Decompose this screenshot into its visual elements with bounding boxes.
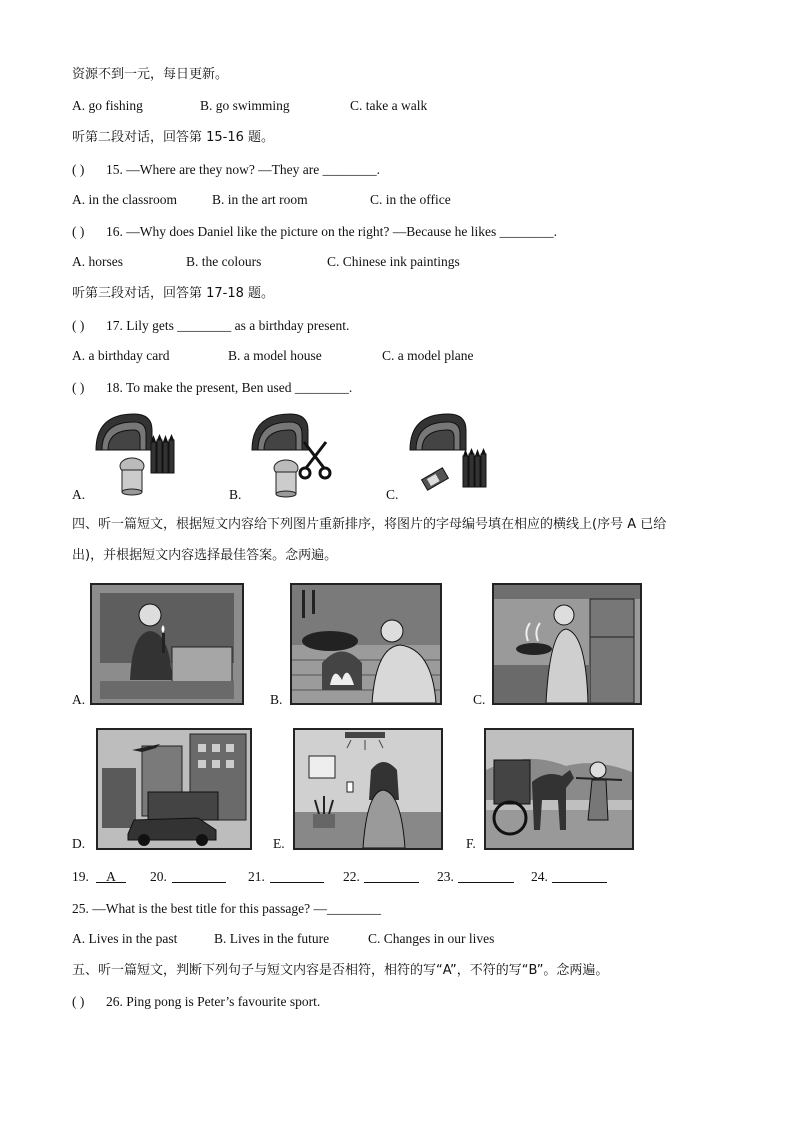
part4-heading-line2: 出)，并根据短文内容选择最佳答案。念两遍。 bbox=[72, 548, 338, 563]
q14-option-c: C. take a walk bbox=[350, 98, 428, 113]
part4-heading-line1: 四、听一篇短文，根据短文内容给下列图片重新排序，将图片的字母编号填在相应的横线上(序号 A 已给 bbox=[72, 517, 667, 532]
picture-label-d: D. bbox=[72, 836, 86, 851]
q25-option-b: B. Lives in the future bbox=[214, 931, 330, 946]
paper-rolls-image bbox=[408, 410, 468, 458]
answer-19-num: 19. bbox=[72, 869, 89, 884]
q14-option-b: B. go swimming bbox=[200, 98, 290, 113]
q17-stem bbox=[72, 317, 349, 335]
answer-22-num: 22. bbox=[343, 869, 360, 884]
q26-text: 26. Ping pong is Peter’s favourite sport. bbox=[106, 994, 321, 1009]
q18-text: 18. To make the present, Ben used ________. bbox=[106, 380, 353, 395]
q16-option-a: A. horses bbox=[72, 254, 123, 269]
picture-c-kitchen-cooking bbox=[492, 583, 642, 705]
q18-stem bbox=[72, 379, 352, 397]
glue-image bbox=[270, 458, 302, 498]
picture-label-c: C. bbox=[473, 692, 486, 707]
picture-label-f: F. bbox=[466, 836, 476, 851]
q15-option-b: B. in the art room bbox=[212, 192, 308, 207]
answer-24-blank[interactable] bbox=[552, 869, 607, 883]
crayons-image bbox=[462, 448, 490, 488]
q17-option-a: A. a birthday card bbox=[72, 348, 170, 363]
answer-24-num: 24. bbox=[531, 869, 548, 884]
answer-21-num: 21. bbox=[248, 869, 265, 884]
q18-label-a: A. bbox=[72, 487, 86, 502]
q17-text: 17. Lily gets ________ as a birthday present. bbox=[106, 318, 350, 333]
section3-intro: 听第三段对话，回答第 17-18 题。 bbox=[72, 286, 275, 301]
q26-answer-paren[interactable]: ( ) bbox=[72, 994, 85, 1009]
picture-f-horse-cart bbox=[484, 728, 634, 850]
crayons-image bbox=[150, 434, 178, 474]
q15-text: 15. —Where are they now? —They are ________. bbox=[106, 162, 381, 177]
answer-22-blank[interactable] bbox=[364, 869, 419, 883]
part5-heading: 五、听一篇短文，判断下列句子与短文内容是否相符，相符的写“A”，不符的写“B”。念两遍。 bbox=[72, 963, 609, 978]
q15-option-a: A. in the classroom bbox=[72, 192, 177, 207]
answer-23-num: 23. bbox=[437, 869, 454, 884]
q15-option-c: C. in the office bbox=[370, 192, 451, 207]
q17-option-c: C. a model plane bbox=[382, 348, 474, 363]
answer-19-blank[interactable]: A bbox=[96, 869, 126, 883]
q16-stem bbox=[72, 223, 557, 241]
q25-option-a: A. Lives in the past bbox=[72, 931, 178, 946]
q18-answer-paren[interactable]: ( ) bbox=[72, 380, 85, 395]
q26-stem bbox=[72, 993, 320, 1011]
q14-option-a: A. go fishing bbox=[72, 98, 143, 113]
answer-23-blank[interactable] bbox=[458, 869, 514, 883]
q15-stem bbox=[72, 161, 380, 179]
glue-stick-image bbox=[420, 466, 450, 492]
q17-option-b: B. a model house bbox=[228, 348, 322, 363]
q16-answer-paren[interactable]: ( ) bbox=[72, 224, 85, 239]
answer-20-num: 20. bbox=[150, 869, 167, 884]
picture-label-a: A. bbox=[72, 692, 86, 707]
q25-option-c: C. Changes in our lives bbox=[368, 931, 495, 946]
answer-20-blank[interactable] bbox=[172, 869, 226, 883]
answer-21-blank[interactable] bbox=[270, 869, 324, 883]
picture-label-e: E. bbox=[273, 836, 285, 851]
section2-intro: 听第二段对话，回答第 15-16 题。 bbox=[72, 130, 275, 145]
q18-label-c: C. bbox=[386, 487, 399, 502]
picture-a-candle-light bbox=[90, 583, 244, 705]
q18-label-b: B. bbox=[229, 487, 242, 502]
paper-rolls-image bbox=[94, 410, 154, 458]
q15-answer-paren[interactable]: ( ) bbox=[72, 162, 85, 177]
glue-image bbox=[116, 456, 148, 496]
q16-text: 16. —Why does Daniel like the picture on the right? —Because he likes ________. bbox=[106, 224, 558, 239]
q17-answer-paren[interactable]: ( ) bbox=[72, 318, 85, 333]
picture-d-city-traffic bbox=[96, 728, 252, 850]
picture-b-wood-stove bbox=[290, 583, 442, 705]
q25-stem: 25. —What is the best title for this passage? —________ bbox=[72, 901, 381, 916]
picture-e-electric-light bbox=[293, 728, 443, 850]
scissors-image bbox=[298, 440, 332, 480]
header-note: 资源不到一元，每日更新。 bbox=[72, 67, 229, 82]
q16-option-c: C. Chinese ink paintings bbox=[327, 254, 460, 269]
q16-option-b: B. the colours bbox=[186, 254, 262, 269]
picture-label-b: B. bbox=[270, 692, 283, 707]
